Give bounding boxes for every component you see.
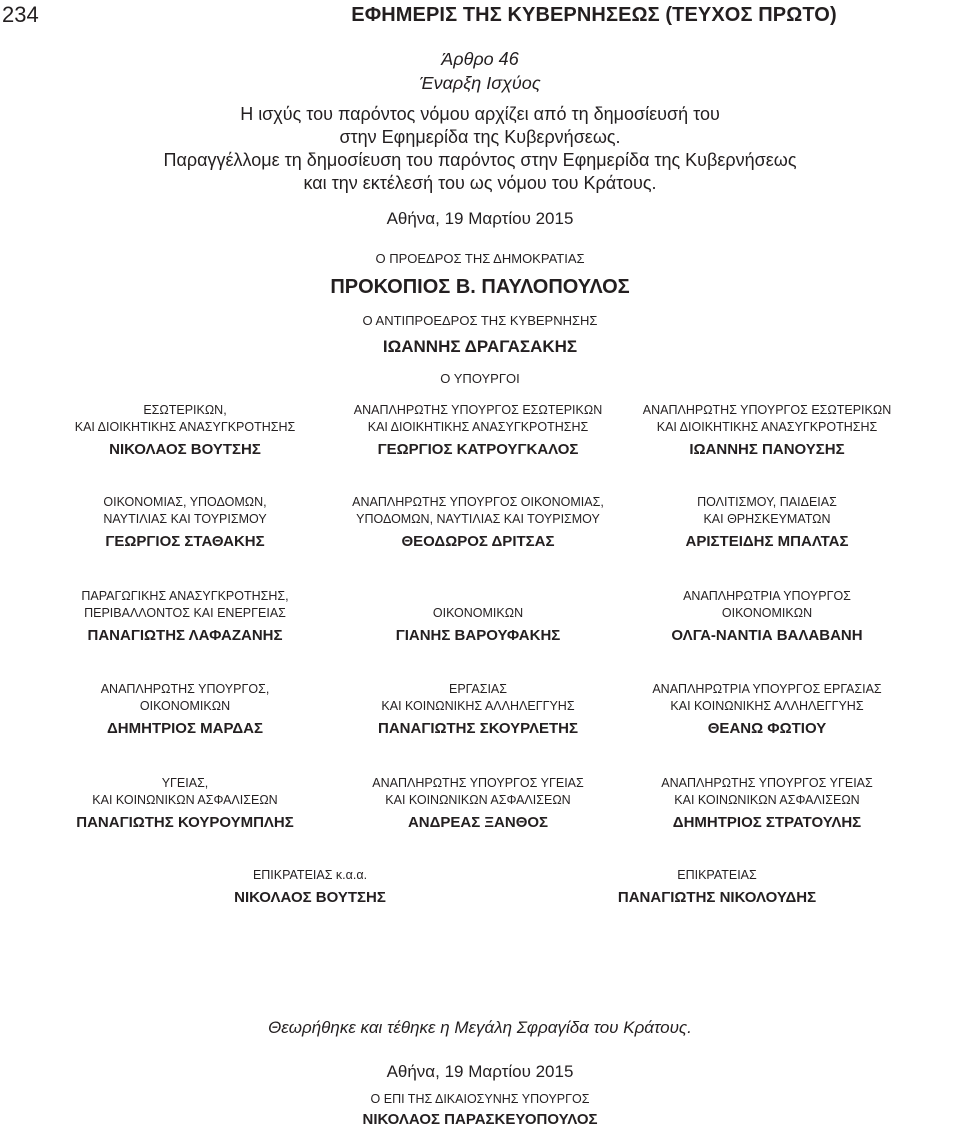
minister-name: ΔΗΜΗΤΡΙΟΣ ΜΑΡΔΑΣ (107, 720, 263, 737)
minister-signature (607, 775, 927, 833)
minister-title-line: ΚΑΙ ΚΟΙΝΩΝΙΚΩΝ ΑΣΦΑΛΙΣΕΩΝ (674, 793, 860, 807)
minister-title-line: ΠΑΡΑΓΩΓΙΚΗΣ ΑΝΑΣΥΓΚΡΟΤΗΣΗΣ, (81, 589, 289, 603)
vice-president-name: ΙΩΑΝΝΗΣ ΔΡΑΓΑΣΑΚΗΣ (382, 337, 578, 356)
article-paragraph-1 (0, 103, 960, 149)
minister-title-line: ΠΟΛΙΤΙΣΜΟΥ, ΠΑΙΔΕΙΑΣ (697, 495, 837, 509)
minister-name: ΙΩΑΝΝΗΣ ΠΑΝΟΥΣΗΣ (689, 441, 845, 458)
page-number: 234 (2, 2, 39, 27)
minister-signature (557, 867, 877, 908)
minister-title-line: ΑΝΑΠΛΗΡΩΤΗΣ ΥΠΟΥΡΓΟΣ ΕΣΩΤΕΡΙΚΩΝ (642, 403, 892, 417)
minister-title-line: ΚΑΙ ΔΙΟΙΚΗΤΙΚΗΣ ΑΝΑΣΥΓΚΡΟΤΗΣΗΣ (656, 420, 878, 434)
article-number: Άρθρο 46 (441, 49, 519, 69)
article-paragraph-2 (0, 149, 960, 195)
gazette-header-title: ΕΦΗΜΕΡΙΣ ΤΗΣ ΚΥΒΕΡΝΗΣΕΩΣ (ΤΕΥΧΟΣ ΠΡΩΤΟ) (351, 4, 837, 26)
minister-signature (318, 681, 638, 739)
minister-title-line: ΕΣΩΤΕΡΙΚΩΝ, (143, 403, 227, 417)
minister-title-line: ΚΑΙ ΚΟΙΝΩΝΙΚΗΣ ΑΛΛΗΛΕΓΓΥΗΣ (381, 699, 575, 713)
minister-name: ΔΗΜΗΤΡΙΟΣ ΣΤΡΑΤΟΥΛΗΣ (672, 814, 862, 831)
justice-minister-name: ΝΙΚΟΛΑΟΣ ΠΑΡΑΣΚΕΥΟΠΟΥΛΟΣ (362, 1111, 598, 1128)
minister-name: ΑΡΙΣΤΕΙΔΗΣ ΜΠΑΛΤΑΣ (685, 533, 849, 550)
minister-title-line: ΑΝΑΠΛΗΡΩΤΗΣ ΥΠΟΥΡΓΟΣ, (100, 682, 270, 696)
minister-title-line: ΚΑΙ ΔΙΟΙΚΗΤΙΚΗΣ ΑΝΑΣΥΓΚΡΟΤΗΣΗΣ (367, 420, 589, 434)
minister-signature (150, 867, 470, 908)
minister-title-line: ΑΝΑΠΛΗΡΩΤΗΣ ΥΠΟΥΡΓΟΣ ΟΙΚΟΝΟΜΙΑΣ, (352, 495, 604, 509)
minister-title-line: ΑΝΑΠΛΗΡΩΤΡΙΑ ΥΠΟΥΡΓΟΣ (683, 589, 851, 603)
minister-signature (25, 402, 345, 460)
minister-title-line: ΟΙΚΟΝΟΜΙΚΩΝ (721, 606, 813, 620)
minister-title-line: ΚΑΙ ΘΡΗΣΚΕΥΜΑΤΩΝ (703, 512, 831, 526)
justice-minister-title: Ο ΕΠΙ ΤΗΣ ΔΙΚΑΙΟΣΥΝΗΣ ΥΠΟΥΡΓΟΣ (370, 1092, 590, 1106)
minister-signature (607, 494, 927, 552)
minister-signature (607, 681, 927, 739)
minister-name: ΑΝΔΡΕΑΣ ΞΑΝΘΟΣ (407, 814, 549, 831)
paragraph-1-line-1: Η ισχύς του παρόντος νόμου αρχίζει από τη δημοσίευσή του (240, 104, 720, 124)
minister-signature (318, 588, 638, 646)
minister-title-line: ΚΑΙ ΔΙΟΙΚΗΤΙΚΗΣ ΑΝΑΣΥΓΚΡΟΤΗΣΗΣ (74, 420, 296, 434)
minister-signature (25, 494, 345, 552)
minister-title-line: ΝΑΥΤΙΛΙΑΣ ΚΑΙ ΤΟΥΡΙΣΜΟΥ (103, 512, 267, 526)
ministers-label: Ο ΥΠΟΥΡΓΟΙ (440, 371, 520, 386)
minister-name: ΠΑΝΑΓΙΩΤΗΣ ΝΙΚΟΛΟΥΔΗΣ (617, 889, 817, 906)
seal-note: Θεωρήθηκε και τέθηκε η Μεγάλη Σφραγίδα του Κράτους. (268, 1018, 692, 1037)
minister-title-line: ΚΑΙ ΚΟΙΝΩΝΙΚΩΝ ΑΣΦΑΛΙΣΕΩΝ (92, 793, 278, 807)
paragraph-2-line-2: και την εκτέλεσή του ως νόμου του Κράτους. (303, 173, 657, 193)
minister-signature (25, 588, 345, 646)
minister-name: ΝΙΚΟΛΑΟΣ ΒΟΥΤΣΗΣ (234, 889, 386, 906)
minister-title-line: ΕΠΙΚΡΑΤΕΙΑΣ (677, 868, 757, 882)
minister-signature (318, 402, 638, 460)
minister-name: ΘΕΟΔΩΡΟΣ ΔΡΙΤΣΑΣ (401, 533, 555, 550)
minister-title-line: ΕΠΙΚΡΑΤΕΙΑΣ κ.α.α. (252, 868, 368, 882)
minister-name: ΓΙΑΝΗΣ ΒΑΡΟΥΦΑΚΗΣ (395, 627, 561, 644)
minister-title-line: ΟΙΚΟΝΟΜΙΑΣ, ΥΠΟΔΟΜΩΝ, (103, 495, 267, 509)
minister-signature (318, 775, 638, 833)
minister-name: ΘΕΑΝΩ ΦΩΤΙΟΥ (707, 720, 827, 737)
minister-title-line: ΑΝΑΠΛΗΡΩΤΗΣ ΥΠΟΥΡΓΟΣ ΕΣΩΤΕΡΙΚΩΝ (353, 403, 603, 417)
minister-title-line: ΟΙΚΟΝΟΜΙΚΩΝ (139, 699, 231, 713)
article-title: Έναρξη Ισχύος (419, 73, 541, 93)
minister-signature (25, 775, 345, 833)
president-name: ΠΡΟΚΟΠΙΟΣ Β. ΠΑΥΛΟΠΟΥΛΟΣ (330, 276, 630, 298)
minister-title-line: ΕΡΓΑΣΙΑΣ (448, 682, 507, 696)
minister-title-line: ΟΙΚΟΝΟΜΙΚΩΝ (432, 606, 524, 620)
minister-title-line: ΑΝΑΠΛΗΡΩΤΗΣ ΥΠΟΥΡΓΟΣ ΥΓΕΙΑΣ (372, 776, 584, 790)
minister-signature (25, 681, 345, 739)
minister-signature (318, 494, 638, 552)
minister-signature (607, 402, 927, 460)
minister-title-line: ΑΝΑΠΛΗΡΩΤΡΙΑ ΥΠΟΥΡΓΟΣ ΕΡΓΑΣΙΑΣ (652, 682, 882, 696)
minister-title-line: ΠΕΡΙΒΑΛΛΟΝΤΟΣ ΚΑΙ ΕΝΕΡΓΕΙΑΣ (84, 606, 286, 620)
minister-title-line: ΚΑΙ ΚΟΙΝΩΝΙΚΩΝ ΑΣΦΑΛΙΣΕΩΝ (385, 793, 571, 807)
paragraph-2-line-1: Παραγγέλλομε τη δημοσίευση του παρόντος στην Εφημερίδα της Κυβερνήσεως (163, 150, 797, 170)
minister-title-line: ΥΓΕΙΑΣ, (161, 776, 209, 790)
seal-date: Αθήνα, 19 Μαρτίου 2015 (386, 1062, 574, 1081)
minister-name: ΝΙΚΟΛΑΟΣ ΒΟΥΤΣΗΣ (109, 441, 261, 458)
minister-title-line: ΚΑΙ ΚΟΙΝΩΝΙΚΗΣ ΑΛΛΗΛΕΓΓΥΗΣ (670, 699, 864, 713)
minister-name: ΟΛΓΑ-ΝΑΝΤΙΑ ΒΑΛΑΒΑΝΗ (671, 627, 863, 644)
minister-name: ΓΕΩΡΓΙΟΣ ΣΤΑΘΑΚΗΣ (105, 533, 265, 550)
minister-name: ΠΑΝΑΓΙΩΤΗΣ ΣΚΟΥΡΛΕΤΗΣ (377, 720, 578, 737)
signing-date: Αθήνα, 19 Μαρτίου 2015 (386, 209, 574, 228)
minister-title-line (318, 588, 638, 605)
minister-title-line: ΑΝΑΠΛΗΡΩΤΗΣ ΥΠΟΥΡΓΟΣ ΥΓΕΙΑΣ (661, 776, 873, 790)
president-title: Ο ΠΡΟΕΔΡΟΣ ΤΗΣ ΔΗΜΟΚΡΑΤΙΑΣ (375, 251, 585, 266)
minister-name: ΠΑΝΑΓΙΩΤΗΣ ΚΟΥΡΟΥΜΠΛΗΣ (76, 814, 294, 831)
minister-name: ΓΕΩΡΓΙΟΣ ΚΑΤΡΟΥΓΚΑΛΟΣ (377, 441, 579, 458)
vice-president-title: Ο ΑΝΤΙΠΡΟΕΔΡΟΣ ΤΗΣ ΚΥΒΕΡΝΗΣΗΣ (362, 313, 598, 328)
minister-name: ΠΑΝΑΓΙΩΤΗΣ ΛΑΦΑΖΑΝΗΣ (87, 627, 283, 644)
paragraph-1-line-2: στην Εφημερίδα της Κυβερνήσεως. (339, 127, 621, 147)
minister-signature (607, 588, 927, 646)
minister-title-line: ΥΠΟΔΟΜΩΝ, ΝΑΥΤΙΛΙΑΣ ΚΑΙ ΤΟΥΡΙΣΜΟΥ (356, 512, 600, 526)
